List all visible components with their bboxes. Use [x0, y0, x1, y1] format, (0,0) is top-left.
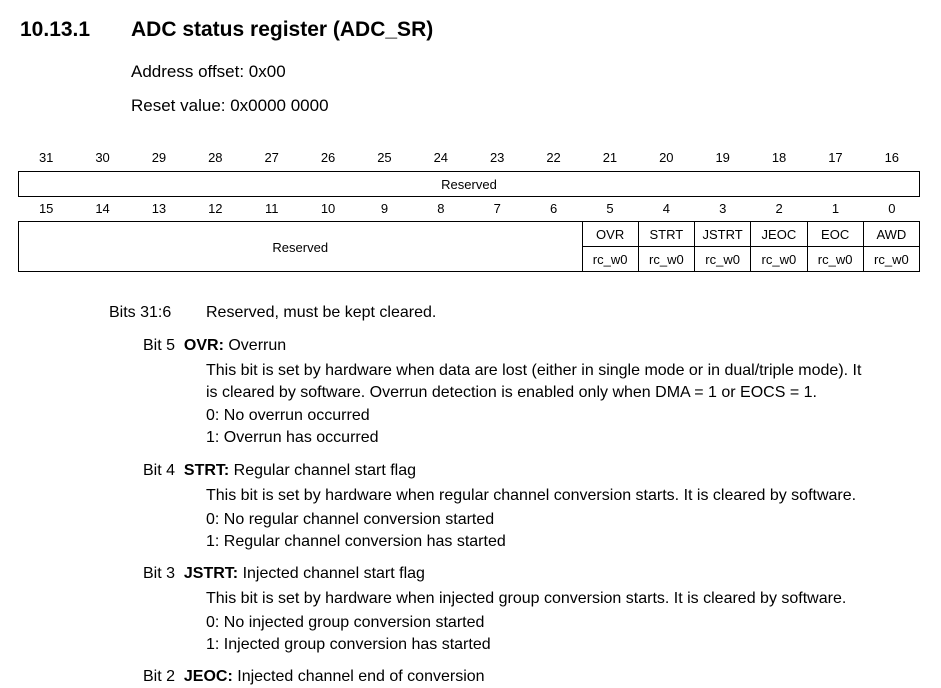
bit-number: 26	[320, 150, 336, 165]
bit5-line: 0: No overrun occurred	[206, 407, 370, 424]
lower-bit-numbers	[18, 201, 920, 216]
bit-number: 27	[264, 150, 279, 165]
field-jeoc-access: rc_w0	[750, 247, 806, 272]
bit-number: 23	[489, 150, 505, 165]
upper-reserved-field	[18, 171, 920, 197]
field-strt-access: rc_w0	[638, 247, 694, 272]
bit3-field: JSTRT:	[183, 565, 239, 582]
bit-number: 13	[151, 201, 167, 216]
field-jstrt-name: JSTRT	[694, 222, 750, 247]
bit4-line: This bit is set by hardware when regular channel conversion starts. It is cleared by software.	[206, 487, 857, 504]
bit-number: 3	[719, 201, 727, 216]
field-ovr-name: OVR	[582, 222, 638, 247]
bit-number: 0	[888, 201, 896, 216]
reserved-bits-text: Reserved, must be kept cleared.	[206, 304, 437, 321]
reserved-bits-label: Bits 31:6	[109, 304, 172, 321]
bit-number: 21	[602, 150, 618, 165]
field-eoc-access: rc_w0	[807, 247, 863, 272]
field-ovr-access: rc_w0	[582, 247, 638, 272]
bit-number: 10	[320, 201, 336, 216]
bit-number: 14	[95, 201, 110, 216]
bit-number: 5	[606, 201, 614, 216]
bit2-title: Injected channel end of conversion	[232, 668, 485, 685]
bit5-label: Bit 5	[143, 337, 176, 354]
field-jeoc-name: JEOC	[750, 222, 806, 247]
bit-number: 4	[662, 201, 670, 216]
field-awd-access: rc_w0	[863, 247, 919, 272]
bit-number: 2	[775, 201, 783, 216]
bit5-line: 1: Overrun has occurred	[206, 429, 379, 446]
reset-value: Reset value: 0x0000 0000	[131, 96, 329, 115]
bit4-title: Regular channel start flag	[229, 462, 417, 479]
field-eoc-name: EOC	[807, 222, 863, 247]
bit2-field: JEOC:	[183, 668, 233, 685]
lower-reserved-label: Reserved	[272, 239, 329, 255]
bit-number: 22	[546, 150, 561, 165]
bit4-line: 1: Regular channel conversion has started	[206, 533, 506, 550]
bit-number: 30	[95, 150, 110, 165]
bit-number: 31	[38, 150, 54, 165]
bit-number: 25	[377, 150, 392, 165]
bit5-field: OVR:	[183, 337, 224, 354]
bit5-heading	[143, 337, 286, 355]
bit-number: 28	[208, 150, 223, 165]
bit3-line: 1: Injected group conversion has started	[206, 636, 491, 653]
lower-reserved-field	[19, 222, 582, 272]
bit-number: 11	[264, 201, 279, 216]
upper-bit-numbers	[18, 150, 920, 165]
section-number: 10.13.1	[20, 18, 91, 41]
lower-register-fields	[18, 221, 920, 272]
bit5-line: This bit is set by hardware when data are lost (either in single mode or in dual/triple mode). It	[206, 362, 862, 379]
bit-number: 18	[771, 150, 787, 165]
bit2-label: Bit 2	[143, 668, 176, 685]
field-jstrt-access: rc_w0	[694, 247, 750, 272]
bit-number: 15	[38, 201, 54, 216]
bit-number: 1	[831, 201, 840, 216]
field-awd-name: AWD	[863, 222, 919, 247]
bit-number: 17	[828, 150, 843, 165]
bit-number: 20	[659, 150, 674, 165]
bit-number: 9	[380, 201, 389, 216]
section-title: ADC status register (ADC_SR)	[131, 18, 434, 41]
bit3-line: This bit is set by hardware when injected group conversion starts. It is cleared by software.	[206, 590, 847, 607]
bit-number: 8	[437, 201, 445, 216]
bit3-line: 0: No injected group conversion started	[206, 614, 485, 631]
bit-number: 29	[151, 150, 167, 165]
bit-number: 19	[715, 150, 730, 165]
bit2-heading	[143, 668, 485, 686]
bit5-title: Overrun	[223, 337, 287, 354]
bit3-title: Injected channel start flag	[238, 565, 425, 582]
field-strt-name: STRT	[638, 222, 694, 247]
bit5-line: is cleared by software. Overrun detection is enabled only when DMA = 1 or EOCS = 1.	[206, 384, 817, 401]
bit-number: 7	[493, 201, 501, 216]
bit-number: 24	[433, 150, 449, 165]
bit3-label: Bit 3	[143, 565, 176, 582]
bit4-label: Bit 4	[143, 462, 176, 479]
bit-number: 16	[884, 150, 900, 165]
bit-number: 12	[208, 201, 223, 216]
bit3-heading	[143, 565, 425, 583]
bit4-field: STRT:	[183, 462, 230, 479]
address-offset: Address offset: 0x00	[131, 62, 286, 81]
upper-reserved-label: Reserved	[441, 176, 497, 192]
bit4-line: 0: No regular channel conversion started	[206, 511, 495, 528]
bit4-heading	[143, 462, 416, 480]
bit-number: 6	[549, 201, 558, 216]
